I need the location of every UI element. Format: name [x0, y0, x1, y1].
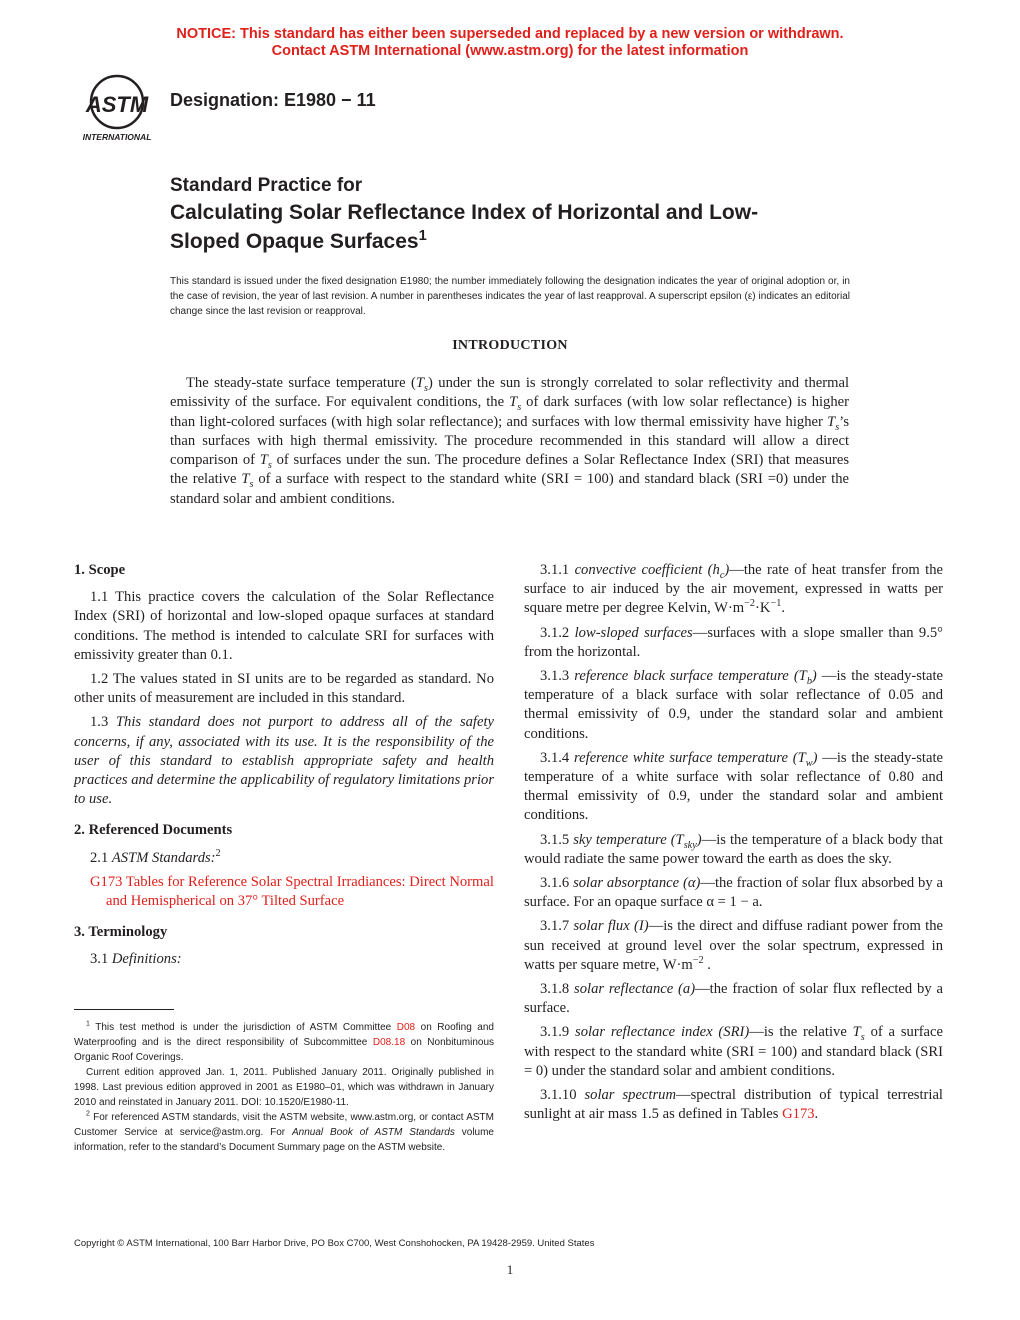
referenced-documents-heading: 2. Referenced Documents [74, 822, 233, 839]
reference-g173 [74, 873, 494, 911]
footnote-2: $^2$ For referenced ASTM standards, visit the ASTM website, www.astm.org, or contact ASTM Customer Service at service@astm.org. For Annual Book of ASTM Standards volume information, refer to the standard’s Document Summary page on the ASTM website. [74, 1110, 494, 1153]
supersession-notice [0, 26, 1020, 60]
footnotes [74, 1020, 494, 1155]
definition-3-1-1: 3.1.1 convective coefficient $(h_c)—the$ rate of heat transfer from the surface to air induced by the air movement, expressed in watts per square metre per degree Kelvin, $W\cdot m^{-2}\cdot K^{-1}$. [524, 562, 943, 617]
definition-3-1-4: 3.1.4 reference white surface temperature $(T_w)$ —is the steady-state temperature of a white surface with solar reflectance of 0.80 and thermal emissivity of 0.9, under the standard solar and ambient conditions. [524, 749, 943, 824]
definition-3-1-6: 3.1.6 solar absorptance (α)—the fraction of solar flux absorbed by a surface. For an opaque surface α = 1 − a. [524, 875, 943, 911]
definition-3-1-8: 3.1.8 solar reflectance (a)—the fraction of solar flux reflected by a surface. [524, 981, 943, 1017]
introduction-heading: INTRODUCTION [452, 338, 568, 353]
title-line-2: Calculating Solar Reflectance Index of Horizontal and Low- [170, 201, 759, 224]
issued-statement: This standard is issued under the fixed designation E1980; the number immediately following the designation indicates the year of original adoption or, in the case of revision, the year of last revision. A number in parentheses indicates the year of last reapproval. A superscript epsilon (ε) indicates an editorial change since the last revision or reapproval. [170, 276, 850, 317]
footnote-1-edition: Current edition approved Jan. 1, 2011. Published January 2011. Originally published in 1998. Last previous edition approved in 2001 as E1980–01, which was withdrawn in January 2010 and reinstated in January 2011. DOI: 10.1520/E1980-11. [74, 1067, 494, 1108]
designation: Designation: E1980 − 11 [170, 90, 376, 110]
definitions-subheading: 3.1 Definitions: [90, 951, 182, 968]
left-column [74, 561, 494, 975]
g173-link[interactable]: G173 [90, 873, 123, 890]
g173-tables-link[interactable]: G173 [782, 1106, 815, 1123]
astm-logo [74, 72, 160, 144]
document-title [170, 174, 870, 256]
definition-3-1-9: 3.1.9 solar reflectance index (SRI)—is the relative $T_s$ of a surface with respect to the standard white (SRI = 100) and standard black (SRI = 0) under the standard solar and ambient conditions. [524, 1024, 943, 1079]
d08-link[interactable]: D08 [396, 1022, 416, 1033]
scope-heading: 1. Scope [74, 562, 126, 578]
definition-3-1-7: 3.1.7 solar flux (I)—is the direct and diffuse radiant power from the sun received at ground level over the solar spectrum, expressed in watts per square metre, $W\cdot m^{-2}$ . [524, 918, 943, 973]
introduction-paragraph: The steady-state surface temperature $(T_s)$ under the sun is strongly correlated to solar reflectivity and thermal emissivity of the surface. For equivalent conditions, the $T_s$ of dark surfaces (with low solar reflectance) is higher than light-colored surfaces (with high solar reflectance); and surfaces with low thermal emissivity have higher $T_s’s$ than surfaces with high thermal emissivity. The procedure recommended in this standard will allow a direct comparison of $T_s$ of surfaces under the sun. The procedure defines a Solar Reflectance Index (SRI) that measures the relative $T_s$ of a surface with respect to the standard white (SRI = 100) and standard black (SRI =0) under the standard solar and ambient conditions. [170, 375, 850, 507]
title-line-1: Standard Practice for [170, 175, 363, 196]
title-line-3: Sloped Opaque Surfaces$^1$ [170, 228, 427, 253]
notice-line-2: Contact ASTM International (www.astm.org) for the latest information [271, 43, 749, 59]
g173-title[interactable]: Tables for Reference Solar Spectral Irradiances: Direct Normal and Hemispherical on 37° Tilted Surface [106, 873, 494, 910]
definition-3-1-2: 3.1.2 low-sloped surfaces—surfaces with a slope smaller than 9.5° from the horizontal. [524, 624, 943, 660]
astm-standards-subheading: 2.1 ASTM Standards:$^2$ [90, 847, 221, 866]
definition-3-1-3: 3.1.3 reference black surface temperature $(T_b)$ —is the steady-state temperature of a black surface with solar reflectance of 0.05 and thermal emissivity of 0.9, under the standard solar and ambient conditions. [524, 668, 943, 742]
footnote-rule [74, 1009, 174, 1010]
scope-1-1: 1.1 This practice covers the calculation of the Solar Reflectance Index (SRI) of horizontal and low-sloped opaque surfaces at standard conditions. The method is intended to calculate SRI for surfaces with emissivity greater than 0.1. [74, 589, 494, 663]
scope-1-3: 1.3 This standard does not purport to address all of the safety concerns, if any, associated with its use. It is the responsibility of the user of this standard to establish appropriate safety and health practices and determine the applicability of regulatory limitations prior to use. [74, 714, 494, 808]
definition-3-1-10: 3.1.10 solar spectrum—spectral distribution of typical terrestrial sunlight at air mass 1.5 as defined in Tables G173. [524, 1087, 943, 1123]
copyright-line: Copyright © ASTM International, 100 Barr Harbor Drive, PO Box C700, West Conshohocken, PA 19428-2959. United States [74, 1238, 595, 1249]
notice-line-1: NOTICE: This standard has either been superseded and replaced by a new version or withdrawn. [176, 26, 844, 42]
page-number: 1 [506, 1262, 514, 1277]
terminology-heading: 3. Terminology [74, 924, 168, 941]
logo-international-text: INTERNATIONAL [82, 132, 152, 142]
logo-mark-text: ASTM [85, 92, 149, 117]
scope-1-2: 1.2 The values stated in SI units are to be regarded as standard. No other units of measurement are included in this standard. [74, 671, 494, 707]
footnote-1: $^1$ This test method is under the jurisdiction of ASTM Committee D08 on Roofing and Waterproofing and is the direct responsibility of Subcommittee D08.18 on Nonbituminous Organic Roof Coverings. [74, 1020, 494, 1063]
definition-3-1-5: 3.1.5 sky temperature $(T_{sky})—is$ the temperature of a black body that would radiate the same power toward the earth as does the sky. [524, 831, 943, 867]
right-column [524, 561, 943, 1129]
title-footnote-mark[interactable]: 1 [418, 228, 427, 244]
d08-18-link[interactable]: D08.18 [372, 1037, 406, 1048]
